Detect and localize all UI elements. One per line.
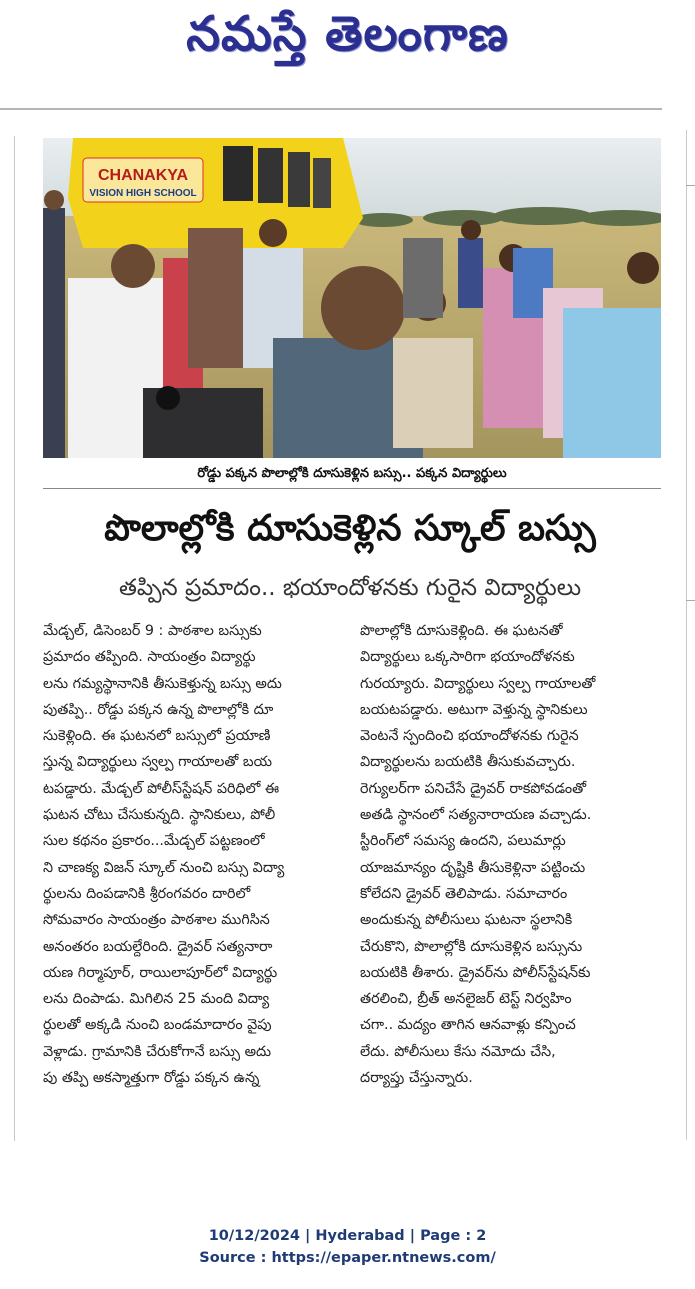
article-text-line: బయటపడ్డారు. అటుగా వెళ్తున్న స్థానికులు <box>360 701 588 718</box>
article-text-line: ని చాణక్య విజన్ స్కూల్ నుంచి బస్సు విద్యా <box>43 859 285 876</box>
article-text-line: సోమవారం సాయంత్రం పాఠశాల ముగిసిన <box>43 912 270 929</box>
article-text-line: యణ గిర్మాపూర్, రాయిలాపూర్‌లో విద్యార్థు <box>43 964 278 981</box>
article-text-line: వెళ్లాడు. గ్రామానికి చేరుకోగానే బస్సు అదు <box>43 1043 272 1060</box>
photo-caption: రోడ్డు పక్కన పొలాల్లోకి దూసుకెళ్లిన బస్సు.. పక్కన విద్యార్థులు <box>43 460 661 489</box>
footer-source-link[interactable]: Source : https://epaper.ntnews.com/ <box>199 1250 496 1266</box>
article-subheadline: తప్పిన ప్రమాదం.. భయాందోళనకు గురైన విద్యార్థులు <box>118 575 582 601</box>
masthead <box>0 0 695 78</box>
article-text-line: తరలించి, బ్రీత్ అనలైజర్ టెస్ట్ నిర్వహిం <box>360 991 572 1008</box>
newspaper-logo: నమస్తే తెలంగాణ <box>186 6 509 62</box>
article-text-line: పుతప్పి.. రోడ్డు పక్కన ఉన్న పొలాల్లోకి దూ <box>43 701 274 718</box>
article-text-line: విద్యార్థులు ఒక్కసారిగా భయాందోళనకు <box>360 649 575 666</box>
news-photo <box>43 138 661 458</box>
page-footer <box>0 1225 695 1273</box>
article-text-line: స్తున్న విద్యార్థులు స్వల్ప గాయాలతో బయ <box>43 754 272 771</box>
right-tick-mark <box>686 185 695 186</box>
article-text-line: దర్యాప్తు చేస్తున్నారు. <box>360 1070 473 1087</box>
article-text-line: మేడ్చల్, డిసెంబర్ 9 : పాఠశాల బస్సుకు <box>43 623 262 639</box>
article-text-line: చగా.. మద్యం తాగిన ఆనవాళ్లు కన్పించ <box>360 1017 576 1034</box>
bus-banner-line1: CHANAKYA <box>97 167 189 184</box>
article-text-line: లను గమ్యస్థానానికి తీసుకెళ్తున్న బస్సు అదు <box>43 675 282 692</box>
article-text-line: విద్యార్థులను బయటికి తీసుకువచ్చారు. <box>360 754 576 771</box>
article-text-line: లేదు. పోలీసులు కేసు నమోదు చేసి, <box>360 1043 556 1060</box>
article-text-line: యాజమాన్యం దృష్టికి తీసుకెళ్లినా పట్టించు <box>360 859 586 876</box>
article-text-line: లను దింపాడు. మిగిలిన 25 మంది విద్యా <box>43 991 270 1008</box>
article-text-line: బయటికి తీశారు. డ్రైవర్‌ను పోలీస్‌స్టేషన్‌కు <box>360 964 591 981</box>
article-text-line: పొలాల్లోకి దూసుకెళ్లింది. ఈ ఘటనతో <box>360 623 563 639</box>
article-text-line: అందుకున్న పోలీసులు ఘటనా స్థలానికి <box>360 912 573 929</box>
article-text-line: ర్థులను దింపడానికి శ్రీరంగవరం దారిలో <box>43 885 251 902</box>
article-text-line: పు తప్పి అకస్మాత్తుగా రోడ్డు పక్కన ఉన్న <box>43 1070 260 1087</box>
left-margin-line <box>14 136 15 1141</box>
article-headline: పొలాల్లోకి దూసుకెళ్లిన స్కూల్ బస్సు <box>104 508 596 549</box>
article-column-left <box>43 618 345 1128</box>
bus-banner-line2: VISION HIGH SCHOOL <box>89 188 197 199</box>
article-text-line: అనంతరం బయల్దేరింది. డ్రైవర్ సత్యనారా <box>43 938 273 955</box>
article-text-line: టపడ్డారు. మేడ్చల్ పోలీస్‌స్టేషన్ పరిధిలో ఈ <box>43 780 280 797</box>
article-text-line: ప్రమాదం తప్పింది. సాయంత్రం విద్యార్థు <box>43 649 256 666</box>
footer-edition-info: 10/12/2024 | Hyderabad | Page : 2 <box>208 1228 487 1244</box>
article-column-right <box>360 618 662 1128</box>
article-text-line: సుకెళ్లింది. ఈ ఘటనలో బస్సులో ప్రయాణి <box>43 728 271 745</box>
article-text-line: స్టీరింగ్‌లో సమస్య ఉందని, పలుమార్లు <box>360 833 566 850</box>
right-tick-mark <box>686 600 695 601</box>
article-text-line: ఘటన చోటు చేసుకున్నది. స్థానికులు, పోలీ <box>43 807 276 824</box>
article-text-line: అతడి స్థానంలో సత్యనారాయణ వచ్చాడు. <box>360 807 592 824</box>
article-text-line: చేరుకొని, పొలాల్లోకి దూసుకెళ్లిన బస్సును <box>360 938 583 955</box>
header-divider <box>0 108 662 110</box>
right-margin-line <box>686 130 687 1140</box>
article-text-line: గురయ్యారు. విద్యార్థులు స్వల్ప గాయాలతో <box>360 675 596 692</box>
article-text-line: రెగ్యులర్‌గా పనిచేసే డ్రైవర్ రాకపోవడంతో <box>360 780 587 797</box>
article-text-line: వెంటనే స్పందించి భయాందోళనకు గురైన <box>360 728 579 745</box>
article-text-line: ర్థులతో అక్కడి నుంచి బండమాదారం వైపు <box>43 1017 272 1034</box>
article-text-line: సుల కథనం ప్రకారం...మేడ్చల్ పట్టణంలో <box>43 833 265 850</box>
article-text-line: కోలేదని డ్రైవర్ తెలిపాడు. సమాచారం <box>360 885 568 902</box>
